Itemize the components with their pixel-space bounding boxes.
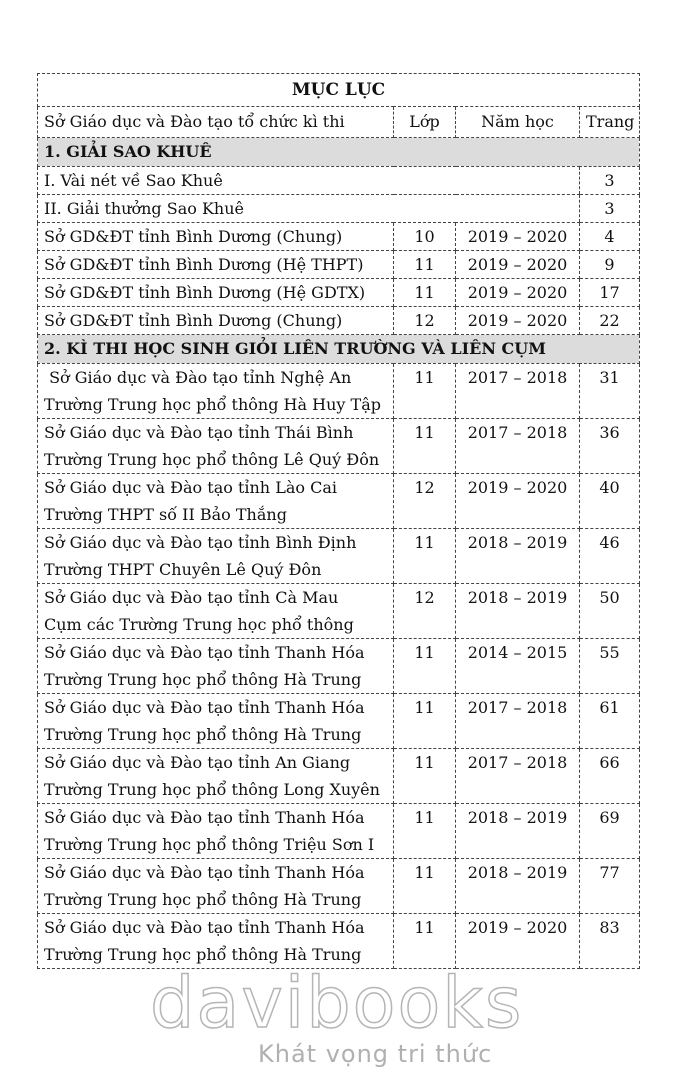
row-org: Sở Giáo dục và Đào tạo tỉnh Thanh Hóa xyxy=(44,698,365,717)
section-heading-2 xyxy=(38,335,640,364)
section-heading-1 xyxy=(38,138,640,167)
row-year: 2018 – 2019 xyxy=(456,804,580,859)
row-org: Sở GD&ĐT tỉnh Bình Dương (Hệ THPT) xyxy=(38,251,394,279)
row-grade: 11 xyxy=(394,419,456,474)
section-title: 1. GIẢI SAO KHUÊ xyxy=(38,138,640,167)
row-org: Sở Giáo dục và Đào tạo tỉnh Thái Bình xyxy=(44,423,354,442)
row-org: Sở Giáo dục và Đào tạo tỉnh Thanh Hóa xyxy=(44,808,365,827)
table-row xyxy=(38,223,640,251)
row-org: Sở Giáo dục và Đào tạo tỉnh Thanh Hóa xyxy=(44,643,365,662)
row-org-school xyxy=(38,474,394,529)
row-school: Trường Trung học phổ thông Lê Quý Đôn xyxy=(44,450,380,469)
row-org-school xyxy=(38,859,394,914)
row-org: Sở GD&ĐT tỉnh Bình Dương (Chung) xyxy=(38,223,394,251)
row-school: Trường Trung học phổ thông Long Xuyên xyxy=(44,780,380,799)
table-row xyxy=(38,639,640,694)
table-row xyxy=(38,529,640,584)
row-grade: 12 xyxy=(394,474,456,529)
row-page: 9 xyxy=(580,251,640,279)
row-org: Sở GD&ĐT tỉnh Bình Dương (Hệ GDTX) xyxy=(38,279,394,307)
header-grade: Lớp xyxy=(394,107,456,138)
row-org: Sở GD&ĐT tỉnh Bình Dương (Chung) xyxy=(38,307,394,335)
row-year: 2019 – 2020 xyxy=(456,914,580,969)
row-page: 69 xyxy=(580,804,640,859)
row-org-school xyxy=(38,584,394,639)
row-org: Sở Giáo dục và Đào tạo tỉnh An Giang xyxy=(44,753,351,772)
row-school: Trường THPT số II Bảo Thắng xyxy=(44,505,287,524)
row-org: Sở Giáo dục và Đào tạo tỉnh Cà Mau xyxy=(44,588,339,607)
table-row xyxy=(38,364,640,419)
row-year: 2017 – 2018 xyxy=(456,694,580,749)
row-org: Sở Giáo dục và Đào tạo tỉnh Bình Định xyxy=(44,533,357,552)
row-year: 2018 – 2019 xyxy=(456,529,580,584)
table-row xyxy=(38,804,640,859)
row-grade: 11 xyxy=(394,694,456,749)
row-school: Trường Trung học phổ thông Hà Trung xyxy=(44,670,362,689)
intro-text: I. Vài nét về Sao Khuê xyxy=(38,167,580,195)
row-org-school xyxy=(38,914,394,969)
row-page: 66 xyxy=(580,749,640,804)
row-page: 22 xyxy=(580,307,640,335)
row-grade: 11 xyxy=(394,859,456,914)
row-page: 55 xyxy=(580,639,640,694)
row-page: 83 xyxy=(580,914,640,969)
row-org-school xyxy=(38,804,394,859)
table-row xyxy=(38,749,640,804)
row-org: Sở Giáo dục và Đào tạo tỉnh Thanh Hóa xyxy=(44,918,365,937)
row-school: Trường THPT Chuyên Lê Quý Đôn xyxy=(44,560,322,579)
table-row xyxy=(38,279,640,307)
row-year: 2017 – 2018 xyxy=(456,364,580,419)
table-row xyxy=(38,914,640,969)
row-year: 2018 – 2019 xyxy=(456,859,580,914)
row-page: 61 xyxy=(580,694,640,749)
row-grade: 11 xyxy=(394,804,456,859)
table-row xyxy=(38,694,640,749)
row-grade: 12 xyxy=(394,584,456,639)
row-org: Sở Giáo dục và Đào tạo tỉnh Nghệ An xyxy=(44,368,352,387)
row-grade: 11 xyxy=(394,279,456,307)
table-row xyxy=(38,859,640,914)
watermark-logo: davibooks xyxy=(150,962,524,1044)
intro-row xyxy=(38,167,640,195)
row-page: 17 xyxy=(580,279,640,307)
row-year: 2019 – 2020 xyxy=(456,279,580,307)
row-year: 2014 – 2015 xyxy=(456,639,580,694)
row-grade: 12 xyxy=(394,307,456,335)
row-page: 77 xyxy=(580,859,640,914)
table-row xyxy=(38,584,640,639)
row-grade: 11 xyxy=(394,914,456,969)
intro-page: 3 xyxy=(580,167,640,195)
row-school: Trường Trung học phổ thông Hà Trung xyxy=(44,945,362,964)
table-row xyxy=(38,474,640,529)
row-org-school xyxy=(38,364,394,419)
row-org-school xyxy=(38,419,394,474)
row-school: Cụm các Trường Trung học phổ thông xyxy=(44,615,354,634)
row-year: 2017 – 2018 xyxy=(456,419,580,474)
page-title: MỤC LỤC xyxy=(38,74,640,107)
row-org-school xyxy=(38,749,394,804)
row-page: 31 xyxy=(580,364,640,419)
row-school: Trường Trung học phổ thông Hà Huy Tập xyxy=(44,395,381,414)
intro-page: 3 xyxy=(580,195,640,223)
row-page: 40 xyxy=(580,474,640,529)
header-org: Sở Giáo dục và Đào tạo tổ chức kì thi xyxy=(38,107,394,138)
row-grade: 11 xyxy=(394,639,456,694)
row-page: 50 xyxy=(580,584,640,639)
row-school: Trường Trung học phổ thông Hà Trung xyxy=(44,725,362,744)
row-year: 2019 – 2020 xyxy=(456,307,580,335)
table-of-contents xyxy=(37,73,640,969)
table-row xyxy=(38,251,640,279)
table-row xyxy=(38,419,640,474)
row-org-school xyxy=(38,639,394,694)
intro-row xyxy=(38,195,640,223)
row-year: 2019 – 2020 xyxy=(456,251,580,279)
table-row xyxy=(38,307,640,335)
header-row xyxy=(38,107,640,138)
header-year: Năm học xyxy=(456,107,580,138)
row-org: Sở Giáo dục và Đào tạo tỉnh Lào Cai xyxy=(44,478,337,497)
section-title: 2. KÌ THI HỌC SINH GIỎI LIÊN TRƯỜNG VÀ LIÊN CỤM xyxy=(38,335,640,364)
header-page: Trang xyxy=(580,107,640,138)
row-year: 2017 – 2018 xyxy=(456,749,580,804)
intro-text: II. Giải thưởng Sao Khuê xyxy=(38,195,580,223)
row-year: 2019 – 2020 xyxy=(456,474,580,529)
row-year: 2019 – 2020 xyxy=(456,223,580,251)
row-page: 36 xyxy=(580,419,640,474)
row-school: Trường Trung học phổ thông Hà Trung xyxy=(44,890,362,909)
row-page: 46 xyxy=(580,529,640,584)
row-org-school xyxy=(38,529,394,584)
row-grade: 10 xyxy=(394,223,456,251)
row-year: 2018 – 2019 xyxy=(456,584,580,639)
row-org-school xyxy=(38,694,394,749)
row-grade: 11 xyxy=(394,364,456,419)
row-school: Trường Trung học phổ thông Triệu Sơn I xyxy=(44,835,375,854)
row-page: 4 xyxy=(580,223,640,251)
watermark-tagline: Khát vọng tri thức xyxy=(258,1040,493,1068)
row-grade: 11 xyxy=(394,529,456,584)
row-grade: 11 xyxy=(394,749,456,804)
row-grade: 11 xyxy=(394,251,456,279)
row-org: Sở Giáo dục và Đào tạo tỉnh Thanh Hóa xyxy=(44,863,365,882)
